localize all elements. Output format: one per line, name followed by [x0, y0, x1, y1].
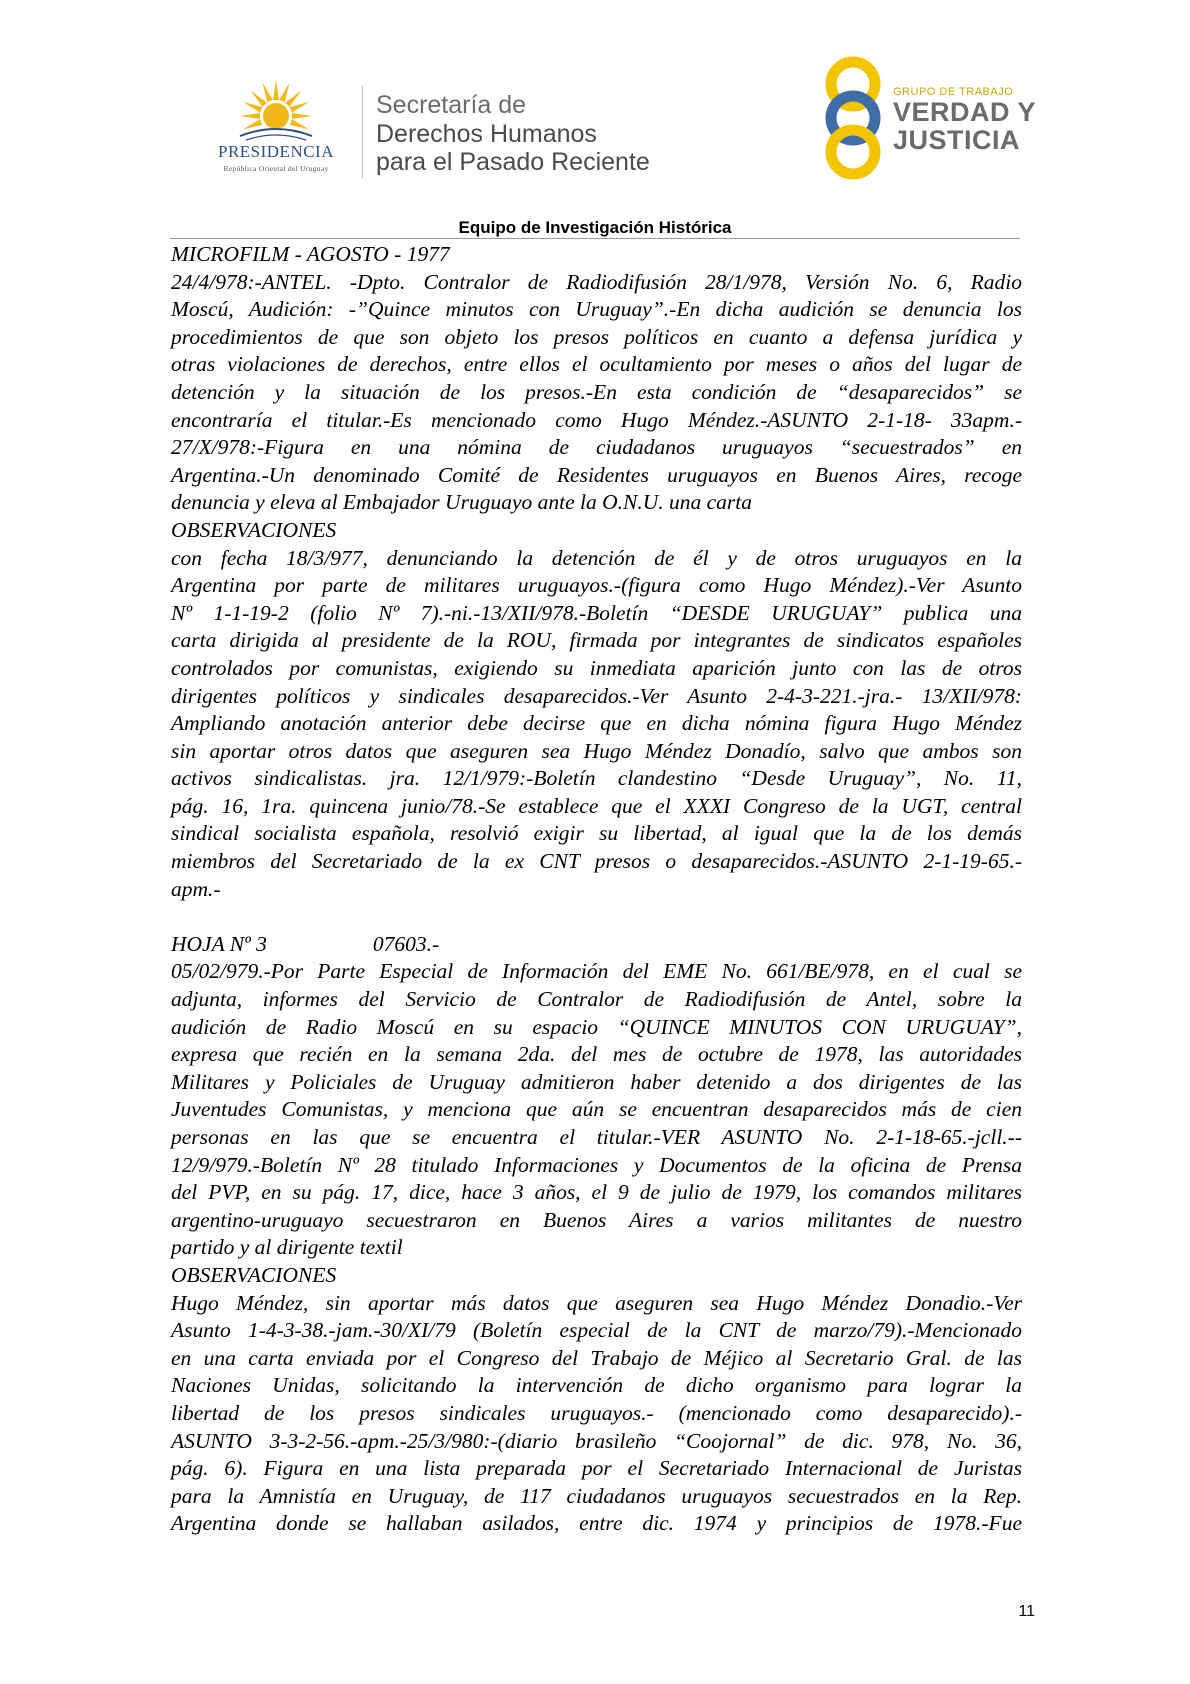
- text-line: Argentina donde se hallaban asilados, entre dic. 1974 y principios de 1978.-Fue: [171, 1511, 1022, 1536]
- text-line: con fecha 18/3/977, denunciando la detención de él y de otros uruguayos en la: [171, 545, 1022, 570]
- text-line: Nº 1-1-19-2 (folio Nº 7).-ni.-13/XII/978.-Boletín “DESDE URUGUAY” publica una: [171, 600, 1022, 625]
- text-line: argentino-uruguayo secuestraron en Buenos Aires a varios militantes de nuestro: [171, 1207, 1022, 1232]
- text-line: personas en las que se encuentra el titular.-VER ASUNTO No. 2-1-18-65.-jcll.--: [171, 1125, 1022, 1149]
- blank-line: [171, 903, 1022, 931]
- text-line: expresa que recién en la semana 2da. del mes de octubre de 1978, las autoridades: [171, 1042, 1022, 1067]
- text-line: procedimientos de que son objeto los presos políticos en cuanto a defensa jurídica y: [171, 324, 1022, 349]
- verdad-justicia-text: [893, 86, 1036, 154]
- text-line: 24/4/978:-ANTEL. -Dpto. Contralor de Radiodifusión 28/1/978, Versión No. 6, Radio: [171, 269, 1022, 294]
- presidencia-logo: [196, 78, 356, 178]
- text-line: miembros del Secretariado de la ex CNT presos o desaparecidos.-ASUNTO 2-1-19-65.-: [171, 849, 1022, 874]
- section-heading: OBSERVACIONES: [171, 517, 337, 542]
- page-number: 11: [1018, 1603, 1035, 1620]
- text-line: 05/02/979.-Por Parte Especial de Información del EME No. 661/BE/978, en el cual se: [171, 959, 1022, 984]
- text-line: otras violaciones de derechos, entre ellos el ocultamiento por meses o años del lugar de: [171, 352, 1022, 377]
- presidencia-name: PRESIDENCIA: [217, 142, 334, 161]
- text-line: Moscú, Audición: -”Quince minutos con Uruguay”.-En dicha audición se denuncia los: [171, 297, 1022, 322]
- team-title: Equipo de Investigación Histórica: [458, 218, 732, 237]
- text-line: partido y al dirigente textil: [171, 1235, 403, 1260]
- section-heading: OBSERVACIONES: [171, 1262, 337, 1287]
- text-line: Argentina por parte de militares uruguayos.-(figura como Hugo Méndez).-Ver Asunto: [171, 573, 1022, 598]
- document-body: [171, 241, 1022, 1538]
- text-line: carta dirigida al presidente de la ROU, firmada por integrantes de sindicatos españoles: [171, 628, 1022, 653]
- verdad-justicia-logo: [818, 56, 1038, 186]
- justicia-label: JUSTICIA: [893, 125, 1021, 155]
- text-line: apm.-: [171, 876, 221, 901]
- sun-icon: [236, 78, 316, 144]
- text-line: MICROFILM - AGOSTO - 1977: [171, 242, 450, 266]
- text-line: Asunto 1-4-3-38.-jam.-30/XI/79 (Boletín especial de la CNT de marzo/79).-Mencionado: [171, 1318, 1022, 1343]
- text-line: audición de Radio Moscú en su espacio “QUINCE MINUTOS CON URUGUAY”,: [171, 1014, 1022, 1039]
- secretaria-logo-text: [376, 90, 650, 176]
- text-line: 12/9/979.-Boletín Nº 28 titulado Informaciones y Documentos de la oficina de Prensa: [171, 1152, 1022, 1177]
- interlocked-rings-icon: [818, 56, 893, 186]
- text-line: dirigentes políticos y sindicales desaparecidos.-Ver Asunto 2-4-3-221.-jra.- 13/XII/978:: [171, 683, 1022, 708]
- text-line: denuncia y eleva al Embajador Uruguayo ante la O.N.U. una carta: [171, 490, 753, 515]
- text-line: Ampliando anotación anterior debe decirse que en dicha nómina figura Hugo Méndez: [171, 711, 1022, 736]
- text-line: activos sindicalistas. jra. 12/1/979:-Boletín clandestino “Desde Uruguay”, No. 11,: [171, 766, 1022, 791]
- text-line: detención y la situación de los presos.-En esta condición de “desaparecidos” se: [171, 379, 1022, 404]
- text-line: para la Amnistía en Uruguay, de 117 ciudadanos uruguayos secuestrados en la Rep.: [171, 1483, 1022, 1508]
- text-line: del PVP, en su pág. 17, dice, hace 3 años, el 9 de julio de 1979, los comandos militares: [171, 1180, 1022, 1205]
- secretaria-line-3: para el Pasado Reciente: [376, 148, 650, 176]
- text-line: sin aportar otros datos que aseguren sea Hugo Méndez Donadío, salvo que ambos son: [171, 738, 1022, 763]
- hoja-heading: [171, 931, 1022, 959]
- header-divider: [362, 86, 363, 178]
- secretaria-line-2: Derechos Humanos: [376, 120, 597, 148]
- hoja-number: 07603.-: [372, 931, 440, 956]
- text-line: Naciones Unidas, solicitando la intervención de dicho organismo para lograr la: [171, 1373, 1022, 1398]
- text-line: controlados por comunistas, exigiendo su inmediata aparición junto con las de otros: [171, 655, 1022, 680]
- header-rule: [170, 238, 1020, 239]
- text-line: pág. 6). Figura en una lista preparada por el Secretariado Internacional de Juristas: [171, 1456, 1022, 1481]
- hoja-label: HOJA Nº 3: [171, 931, 267, 956]
- text-line: sindical socialista española, resolvió exigir su libertad, al igual que la de los demás: [171, 821, 1022, 846]
- text-line: ASUNTO 3-3-2-56.-apm.-25/3/980:-(diario brasileño “Coojornal” de dic. 978, No. 36,: [171, 1428, 1022, 1453]
- secretaria-line-1: Secretaría de: [376, 91, 527, 119]
- text-line: adjunta, informes del Servicio de Contralor de Radiodifusión de Antel, sobre la: [171, 987, 1022, 1012]
- grupo-de-trabajo-label: GRUPO DE TRABAJO: [893, 86, 1014, 98]
- text-line: encontraría el titular.-Es mencionado como Hugo Méndez.-ASUNTO 2-1-18- 33apm.-: [171, 407, 1022, 432]
- text-line: pág. 16, 1ra. quincena junio/78.-Se establece que el XXXI Congreso de la UGT, central: [171, 793, 1022, 818]
- text-line: Hugo Méndez, sin aportar más datos que aseguren sea Hugo Méndez Donadio.-Ver: [171, 1290, 1022, 1315]
- text-line: Argentina.-Un denominado Comité de Residentes uruguayos en Buenos Aires, recoge: [171, 462, 1022, 487]
- text-line: 27/X/978:-Figura en una nómina de ciudadanos uruguayos “secuestrados” en: [171, 435, 1022, 460]
- verdad-y-label: VERDAD Y: [893, 97, 1037, 127]
- text-line: libertad de los presos sindicales uruguayos.- (mencionado como desaparecido).-: [171, 1400, 1022, 1425]
- text-line: en una carta enviada por el Congreso del Trabajo de Méjico al Secretario Gral. de las: [171, 1345, 1022, 1370]
- presidencia-subtitle: República Oriental del Uruguay: [223, 164, 329, 173]
- text-line: Militares y Policiales de Uruguay admitieron haber detenido a dos dirigentes de las: [171, 1069, 1022, 1094]
- text-line: Juventudes Comunistas, y menciona que aún se encuentran desaparecidos más de cien: [171, 1097, 1022, 1122]
